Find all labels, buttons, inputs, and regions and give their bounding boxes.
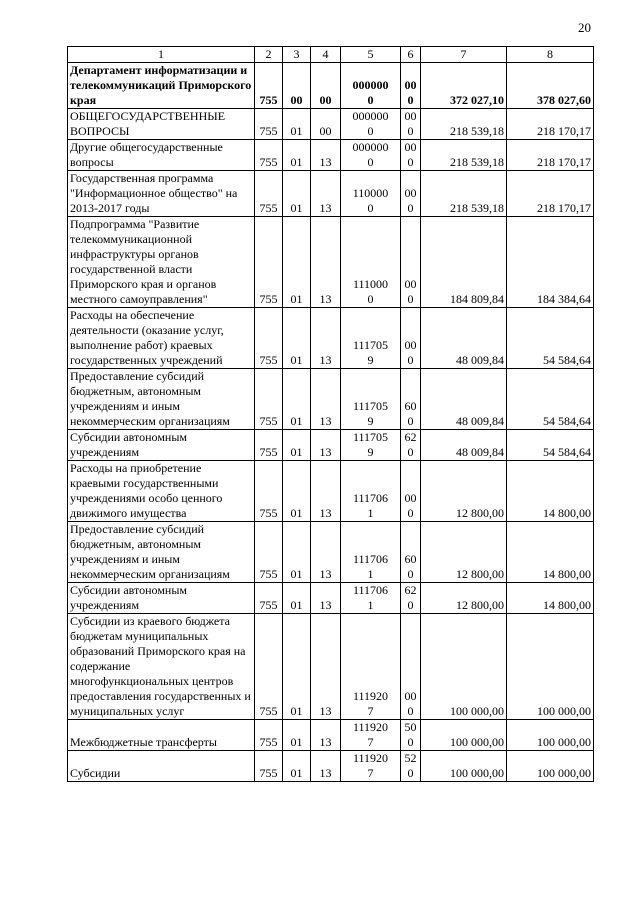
cell-code-4 [311, 614, 341, 720]
header-col-6: 6 [401, 47, 421, 63]
cell-code-4 [311, 140, 341, 171]
cell-code-2 [255, 171, 283, 217]
cell-amount-8-text: 184 384,64 [537, 292, 591, 306]
cell-code-4 [311, 369, 341, 430]
cell-code-5-text: 0 [367, 124, 374, 138]
cell-code-3 [283, 308, 311, 369]
cell-amount-7 [421, 369, 507, 430]
cell-amount-7-text: 12 800,00 [456, 506, 504, 520]
cell-code-3-text: 01 [290, 598, 303, 612]
cell-code-6-text: 62 [404, 583, 417, 597]
cell-code-6-text: 0 [407, 124, 414, 138]
cell-amount-8-text: 218 170,17 [537, 124, 591, 138]
cell-amount-7 [421, 308, 507, 369]
cell-amount-8-text: 218 170,17 [537, 155, 591, 169]
cell-amount-8-text: 54 584,64 [543, 445, 591, 459]
cell-code-4-text: 13 [319, 704, 332, 718]
budget-table [67, 46, 594, 782]
cell-code-6 [401, 614, 421, 720]
cell-code-3-text: 01 [290, 201, 303, 215]
cell-name [68, 109, 255, 140]
cell-code-2-text: 755 [259, 292, 278, 306]
cell-name-text: Субсидии автономным учреждениям [70, 430, 187, 459]
cell-code-4-text: 13 [319, 292, 332, 306]
cell-code-5 [341, 217, 401, 308]
cell-code-6-text: 00 [404, 78, 417, 92]
cell-code-6 [401, 583, 421, 614]
cell-code-5-text: 111705 [352, 399, 389, 413]
cell-code-5 [341, 614, 401, 720]
cell-amount-8 [507, 751, 594, 782]
cell-name-text: Департамент информатизации и телекоммуникаций Приморского края [70, 63, 252, 107]
cell-amount-7-text: 48 009,84 [456, 445, 504, 459]
cell-amount-8-text: 14 800,00 [543, 506, 591, 520]
cell-code-3-text: 01 [290, 414, 303, 428]
table-row [68, 614, 594, 720]
table-row [68, 430, 594, 461]
cell-amount-8-text: 14 800,00 [543, 567, 591, 581]
cell-amount-7-text: 48 009,84 [456, 353, 504, 367]
cell-amount-8 [507, 308, 594, 369]
cell-code-6 [401, 461, 421, 522]
cell-amount-7 [421, 461, 507, 522]
cell-code-2-text: 755 [259, 414, 278, 428]
cell-name [68, 583, 255, 614]
cell-name [68, 614, 255, 720]
cell-code-4-text: 13 [319, 155, 332, 169]
cell-code-2 [255, 369, 283, 430]
cell-code-3 [283, 63, 311, 109]
cell-code-5-text: 0 [367, 292, 374, 306]
cell-amount-8 [507, 430, 594, 461]
cell-code-6 [401, 140, 421, 171]
table-row [68, 308, 594, 369]
cell-code-6-text: 00 [404, 186, 417, 200]
cell-code-3 [283, 720, 311, 751]
cell-code-5 [341, 308, 401, 369]
cell-code-6 [401, 308, 421, 369]
header-col-5: 5 [341, 47, 401, 63]
cell-code-2-text: 755 [259, 704, 278, 718]
table-row [68, 369, 594, 430]
header-col-8: 8 [507, 47, 594, 63]
cell-code-5-text: 1 [367, 506, 374, 520]
cell-name-text: Государственная программа "Информационное общество" на 2013-2017 годы [70, 171, 238, 215]
cell-code-6-text: 60 [404, 399, 417, 413]
cell-name [68, 369, 255, 430]
header-col-7: 7 [421, 47, 507, 63]
cell-code-6 [401, 171, 421, 217]
table-row [68, 583, 594, 614]
cell-code-6-text: 0 [407, 201, 414, 215]
cell-amount-7-text: 184 809,84 [450, 292, 504, 306]
cell-code-4 [311, 751, 341, 782]
cell-name-text: Другие общегосударственные вопросы [70, 140, 223, 169]
cell-amount-7 [421, 63, 507, 109]
cell-amount-7-text: 372 027,10 [450, 93, 504, 107]
cell-code-5-text: 111000 [352, 277, 389, 291]
cell-code-3 [283, 217, 311, 308]
cell-code-6-text: 0 [407, 704, 414, 718]
cell-code-3 [283, 614, 311, 720]
cell-code-4 [311, 109, 341, 140]
cell-code-3 [283, 171, 311, 217]
cell-code-3 [283, 430, 311, 461]
cell-code-6-text: 00 [404, 109, 417, 123]
cell-code-2-text: 755 [259, 124, 278, 138]
cell-code-5-text: 0 [367, 155, 374, 169]
cell-code-5-text: 1 [367, 567, 374, 581]
cell-code-3-text: 01 [290, 353, 303, 367]
cell-code-5 [341, 369, 401, 430]
cell-amount-8 [507, 583, 594, 614]
cell-code-4 [311, 308, 341, 369]
cell-code-3-text: 01 [290, 155, 303, 169]
cell-amount-7-text: 218 539,18 [450, 155, 504, 169]
header-col-2: 2 [255, 47, 283, 63]
cell-code-5-text: 111705 [352, 430, 389, 444]
cell-code-2-text: 755 [259, 445, 278, 459]
cell-code-4-text: 00 [319, 124, 332, 138]
cell-name-text: Подпрограмма "Развитие телекоммуникационной инфраструктуры органов государственной власти Приморского края и органов местного самоуправления" [70, 217, 217, 306]
cell-code-5-text: 7 [367, 735, 374, 749]
cell-code-5 [341, 751, 401, 782]
cell-amount-8 [507, 614, 594, 720]
cell-name [68, 461, 255, 522]
cell-code-4 [311, 430, 341, 461]
cell-code-4 [311, 720, 341, 751]
cell-amount-7-text: 12 800,00 [456, 598, 504, 612]
cell-code-2 [255, 109, 283, 140]
cell-code-6-text: 00 [404, 491, 417, 505]
cell-code-3-text: 01 [290, 124, 303, 138]
cell-code-4-text: 13 [319, 414, 332, 428]
cell-amount-7-text: 100 000,00 [450, 766, 504, 780]
cell-amount-8 [507, 369, 594, 430]
cell-code-2 [255, 751, 283, 782]
cell-code-5-text: 1 [367, 598, 374, 612]
cell-amount-8 [507, 171, 594, 217]
cell-name [68, 171, 255, 217]
table-row [68, 461, 594, 522]
cell-code-5 [341, 171, 401, 217]
cell-code-6-text: 0 [407, 414, 414, 428]
cell-code-6 [401, 751, 421, 782]
cell-code-6-text: 00 [404, 689, 417, 703]
cell-name-text: Субсидии [70, 766, 121, 780]
cell-code-4 [311, 63, 341, 109]
table-row [68, 751, 594, 782]
cell-code-3 [283, 369, 311, 430]
cell-code-6-text: 00 [404, 140, 417, 154]
cell-code-6 [401, 522, 421, 583]
cell-code-5 [341, 461, 401, 522]
cell-code-6 [401, 430, 421, 461]
cell-amount-7 [421, 522, 507, 583]
cell-name-text: ОБЩЕГОСУДАРСТВЕННЫЕ ВОПРОСЫ [70, 109, 226, 138]
cell-name [68, 217, 255, 308]
cell-code-4-text: 13 [319, 735, 332, 749]
cell-code-2 [255, 461, 283, 522]
cell-code-2 [255, 63, 283, 109]
cell-code-5-text: 111705 [352, 338, 389, 352]
cell-code-5-text: 000000 [352, 140, 389, 154]
cell-code-2 [255, 217, 283, 308]
cell-amount-8-text: 100 000,00 [537, 735, 591, 749]
cell-code-4-text: 13 [319, 445, 332, 459]
cell-code-2-text: 755 [259, 201, 278, 215]
cell-code-5 [341, 720, 401, 751]
cell-code-2-text: 755 [259, 93, 278, 107]
cell-code-2 [255, 522, 283, 583]
cell-code-6-text: 0 [407, 766, 414, 780]
cell-code-6-text: 0 [407, 353, 414, 367]
cell-name [68, 430, 255, 461]
cell-name [68, 63, 255, 109]
cell-code-6 [401, 217, 421, 308]
cell-code-6 [401, 109, 421, 140]
cell-amount-8-text: 100 000,00 [537, 766, 591, 780]
cell-code-5-text: 111706 [352, 491, 389, 505]
cell-code-3-text: 01 [290, 567, 303, 581]
cell-code-2 [255, 430, 283, 461]
cell-code-5-text: 7 [367, 766, 374, 780]
cell-name [68, 720, 255, 751]
cell-code-6-text: 60 [404, 552, 417, 566]
cell-code-5-text: 111920 [352, 689, 389, 703]
cell-amount-8-text: 218 170,17 [537, 201, 591, 215]
cell-code-6 [401, 369, 421, 430]
cell-name-text: Расходы на приобретение краевыми государственными учреждениями особо ценного движимого имущества [70, 461, 223, 520]
table-row [68, 140, 594, 171]
cell-amount-7-text: 48 009,84 [456, 414, 504, 428]
cell-code-6-text: 0 [407, 155, 414, 169]
cell-amount-8-text: 14 800,00 [543, 598, 591, 612]
cell-amount-8 [507, 140, 594, 171]
cell-code-5-text: 111706 [352, 583, 389, 597]
cell-code-5-text: 000000 [352, 78, 389, 92]
cell-amount-7 [421, 720, 507, 751]
cell-code-3-text: 01 [290, 445, 303, 459]
cell-code-6-text: 0 [407, 445, 414, 459]
cell-amount-7-text: 218 539,18 [450, 124, 504, 138]
cell-name [68, 522, 255, 583]
cell-amount-7-text: 218 539,18 [450, 201, 504, 215]
cell-code-3 [283, 751, 311, 782]
cell-code-2 [255, 614, 283, 720]
table-row [68, 720, 594, 751]
cell-code-4-text: 13 [319, 766, 332, 780]
cell-code-3 [283, 461, 311, 522]
cell-code-5-text: 0 [367, 93, 374, 107]
cell-amount-7 [421, 217, 507, 308]
cell-code-6-text: 0 [407, 93, 414, 107]
cell-code-6-text: 0 [407, 506, 414, 520]
cell-code-3-text: 01 [290, 506, 303, 520]
cell-code-5 [341, 522, 401, 583]
cell-code-4 [311, 583, 341, 614]
cell-code-6-text: 0 [407, 735, 414, 749]
cell-code-6 [401, 720, 421, 751]
cell-code-2-text: 755 [259, 735, 278, 749]
cell-code-4-text: 13 [319, 506, 332, 520]
cell-name-text: Субсидии из краевого бюджета бюджетам муниципальных образований Приморского края на содержание многофункциональных центров предоставления государственных и муниципальных услуг [70, 614, 251, 718]
page-number: 20 [578, 20, 591, 35]
cell-name-text: Предоставление субсидий бюджетным, автономным учреждениям и иным некоммерческим организациям [70, 369, 230, 428]
cell-code-5-text: 9 [367, 445, 374, 459]
cell-code-2 [255, 140, 283, 171]
cell-code-4 [311, 171, 341, 217]
cell-name-text: Расходы на обеспечение деятельности (оказание услуг, выполнение работ) краевых государственных учреждений [70, 308, 224, 367]
cell-code-4 [311, 217, 341, 308]
cell-code-2-text: 755 [259, 567, 278, 581]
table-row [68, 171, 594, 217]
cell-amount-8 [507, 461, 594, 522]
cell-code-4-text: 00 [319, 93, 332, 107]
cell-amount-7 [421, 171, 507, 217]
cell-code-5-text: 9 [367, 353, 374, 367]
header-col-3: 3 [283, 47, 311, 63]
cell-code-4-text: 13 [319, 567, 332, 581]
cell-code-6-text: 52 [404, 751, 417, 765]
cell-code-2-text: 755 [259, 506, 278, 520]
cell-amount-7-text: 100 000,00 [450, 704, 504, 718]
cell-code-2 [255, 720, 283, 751]
cell-code-5-text: 111920 [352, 751, 389, 765]
cell-code-6-text: 00 [404, 277, 417, 291]
cell-code-5-text: 110000 [352, 186, 389, 200]
header-col-1: 1 [68, 47, 255, 63]
cell-name-text: Предоставление субсидий бюджетным, автономным учреждениям и иным некоммерческим организациям [70, 522, 230, 581]
cell-amount-7 [421, 140, 507, 171]
cell-code-3 [283, 583, 311, 614]
cell-code-3-text: 00 [290, 93, 303, 107]
cell-code-2-text: 755 [259, 766, 278, 780]
cell-code-4-text: 13 [319, 598, 332, 612]
cell-code-5 [341, 140, 401, 171]
cell-code-5-text: 111920 [352, 720, 389, 734]
cell-amount-7 [421, 109, 507, 140]
cell-code-3 [283, 109, 311, 140]
cell-code-5 [341, 63, 401, 109]
cell-name [68, 308, 255, 369]
cell-amount-8-text: 54 584,64 [543, 414, 591, 428]
cell-amount-7-text: 12 800,00 [456, 567, 504, 581]
cell-code-3-text: 01 [290, 735, 303, 749]
cell-name [68, 751, 255, 782]
cell-code-5 [341, 109, 401, 140]
cell-code-3 [283, 140, 311, 171]
cell-name [68, 140, 255, 171]
cell-code-4-text: 13 [319, 201, 332, 215]
table-row [68, 217, 594, 308]
table-row [68, 109, 594, 140]
cell-code-5-text: 000000 [352, 109, 389, 123]
cell-amount-7 [421, 751, 507, 782]
cell-code-3-text: 01 [290, 766, 303, 780]
cell-code-6-text: 0 [407, 292, 414, 306]
cell-code-6-text: 50 [404, 720, 417, 734]
cell-amount-7 [421, 583, 507, 614]
cell-code-4-text: 13 [319, 353, 332, 367]
cell-code-2-text: 755 [259, 353, 278, 367]
cell-code-2 [255, 583, 283, 614]
cell-code-5-text: 111706 [352, 552, 389, 566]
cell-code-6 [401, 63, 421, 109]
cell-code-5-text: 7 [367, 704, 374, 718]
header-col-4: 4 [311, 47, 341, 63]
cell-name-text: Субсидии автономным учреждениям [70, 583, 187, 612]
cell-code-5-text: 9 [367, 414, 374, 428]
cell-code-3 [283, 522, 311, 583]
cell-code-3-text: 01 [290, 704, 303, 718]
table-row [68, 63, 594, 109]
cell-amount-7-text: 100 000,00 [450, 735, 504, 749]
table-body [68, 63, 594, 782]
cell-code-6-text: 00 [404, 338, 417, 352]
cell-name-text: Межбюджетные трансферты [70, 735, 217, 749]
cell-amount-8 [507, 217, 594, 308]
cell-code-6-text: 0 [407, 598, 414, 612]
cell-code-4 [311, 522, 341, 583]
cell-amount-8-text: 54 584,64 [543, 353, 591, 367]
cell-amount-8 [507, 63, 594, 109]
cell-code-5 [341, 583, 401, 614]
cell-code-2-text: 755 [259, 598, 278, 612]
cell-amount-8 [507, 522, 594, 583]
cell-code-5-text: 0 [367, 201, 374, 215]
cell-amount-8 [507, 109, 594, 140]
cell-code-5 [341, 430, 401, 461]
cell-amount-8-text: 100 000,00 [537, 704, 591, 718]
cell-code-6-text: 62 [404, 430, 417, 444]
cell-amount-8 [507, 720, 594, 751]
cell-code-4 [311, 461, 341, 522]
cell-amount-7 [421, 614, 507, 720]
cell-amount-8-text: 378 027,60 [537, 93, 591, 107]
cell-amount-7 [421, 430, 507, 461]
table-row [68, 522, 594, 583]
cell-code-3-text: 01 [290, 292, 303, 306]
cell-code-2-text: 755 [259, 155, 278, 169]
cell-code-6-text: 0 [407, 567, 414, 581]
cell-code-2 [255, 308, 283, 369]
table-header-row [68, 47, 594, 63]
